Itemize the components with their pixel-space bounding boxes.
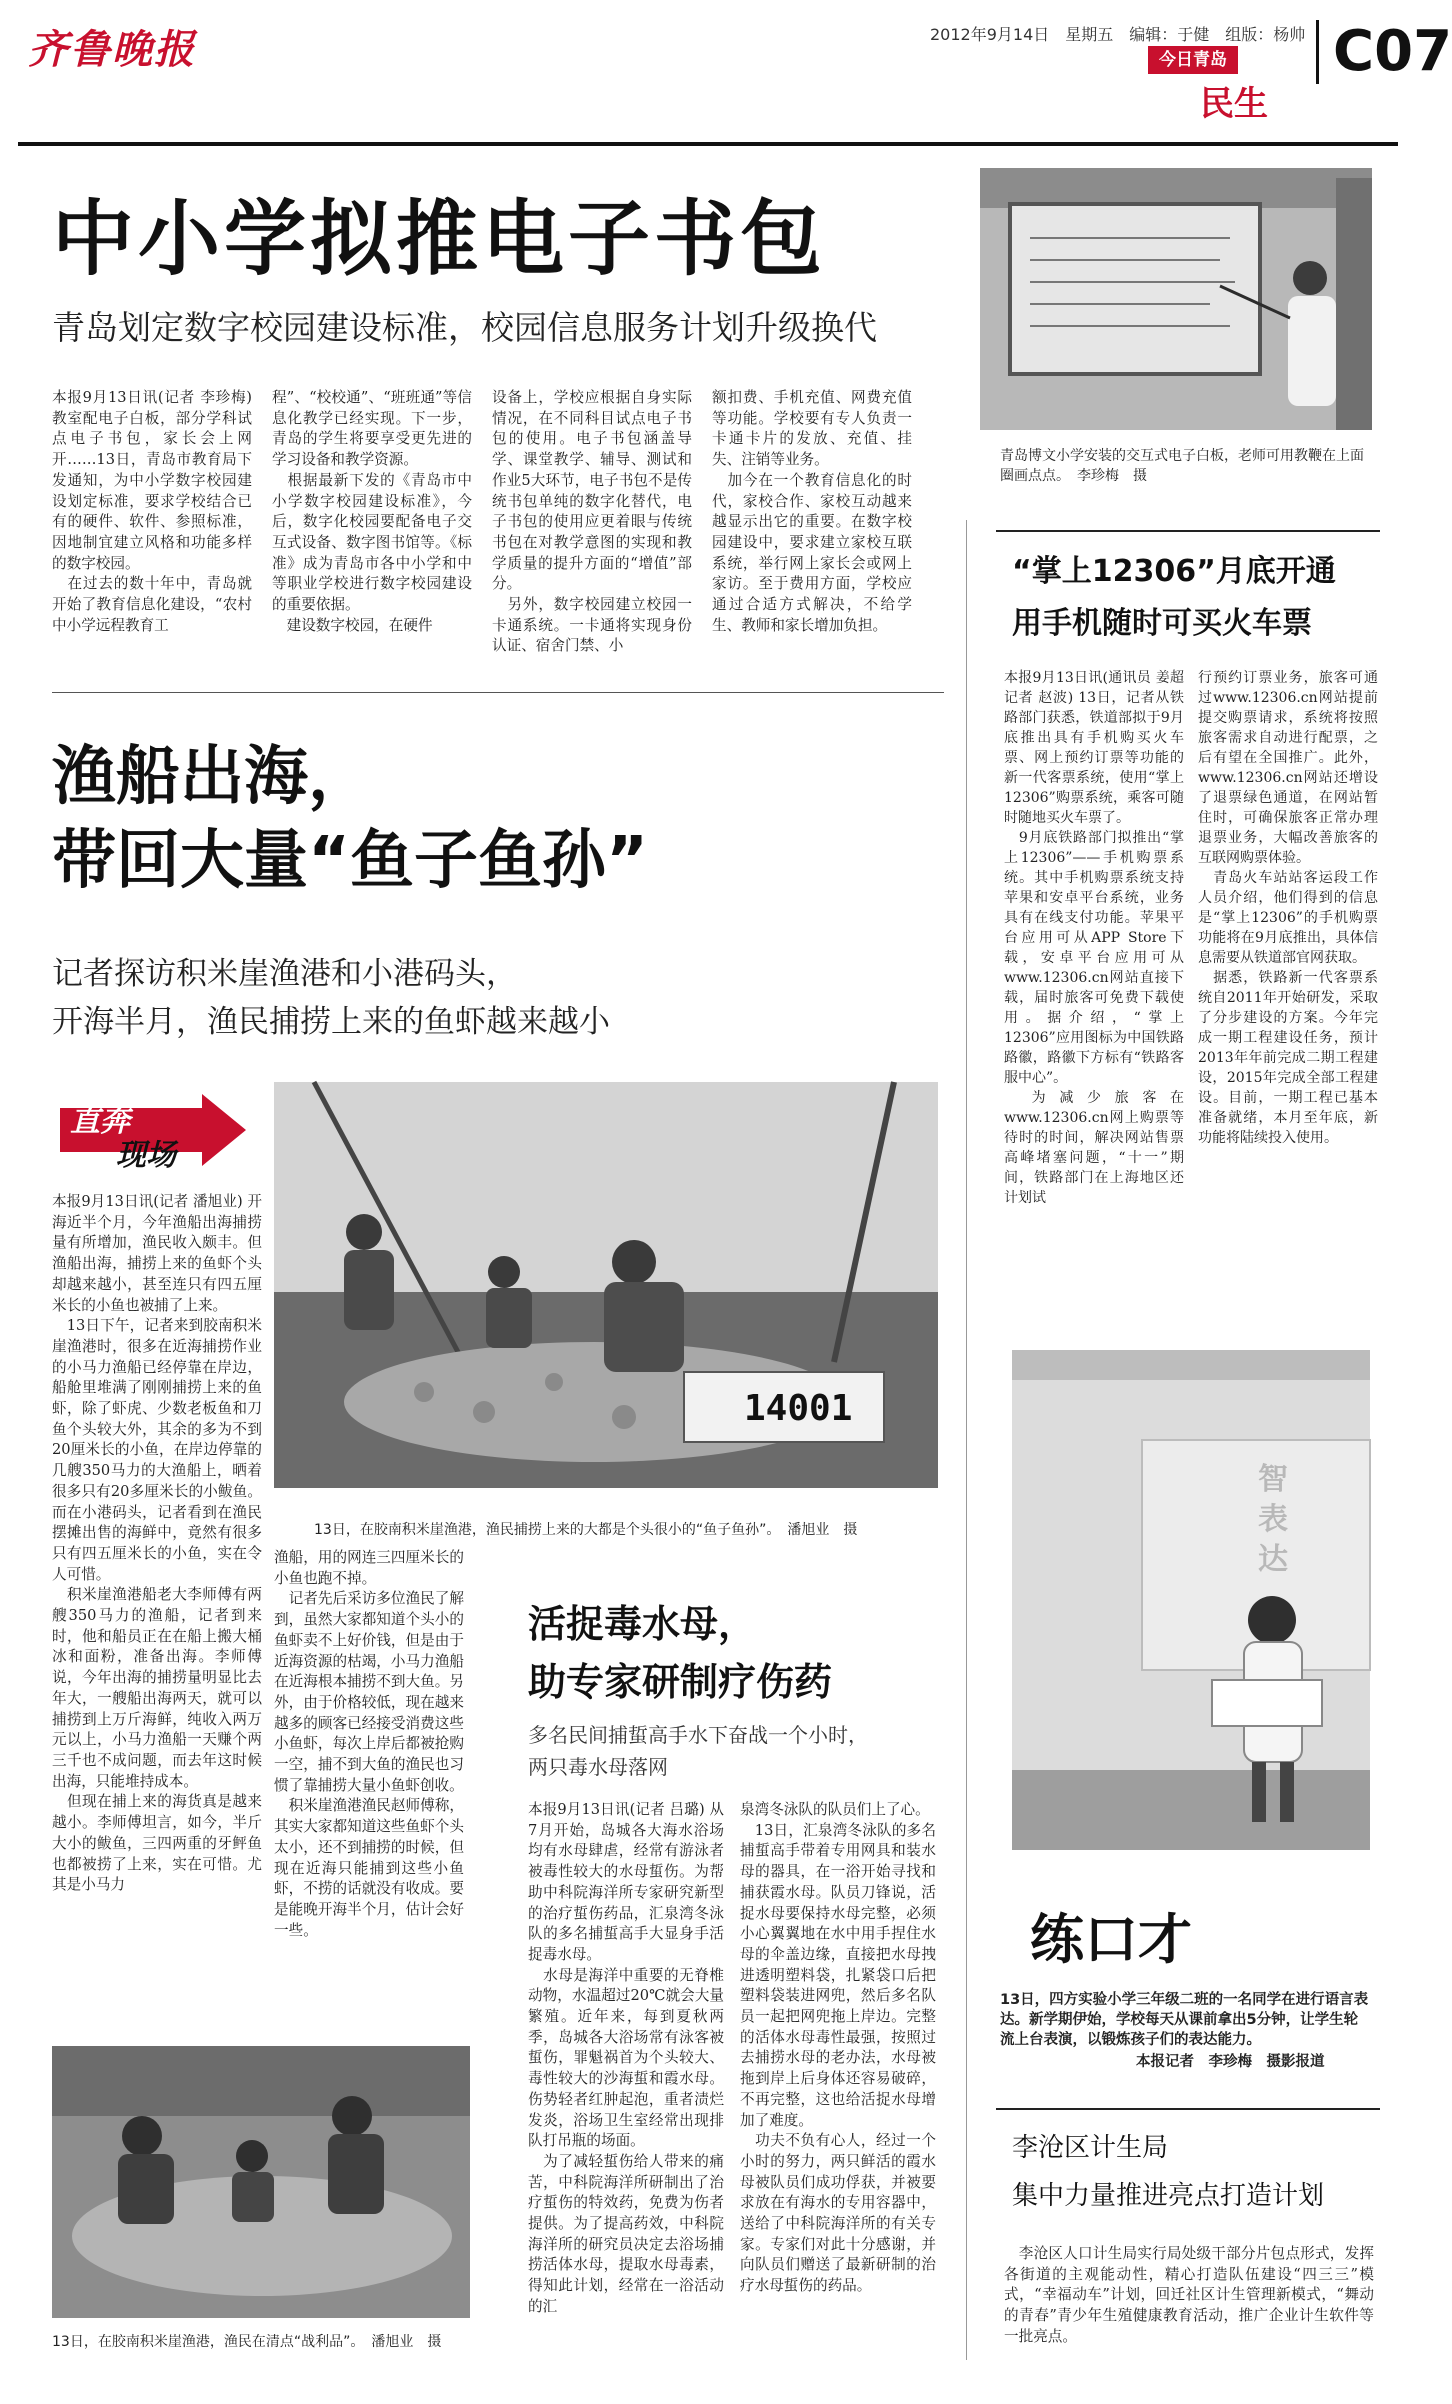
story2-headline-1: 渔船出海， (52, 740, 372, 814)
story2-col-2: 渔船，用的网连三四厘米长的小鱼也跑不掉。 记者先后采访多位渔民了解到，虽然大家都知道个头小的鱼虾卖不上好价钱，但是由于近海资源的枯竭，小马力渔船在近海根本捕捞不到大鱼。另外，由于价格较低，现在越来越多的顾客已经接受消费这些小鱼虾，每次上岸后都被抢购一空，捕不到大鱼的渔民也习惯了靠捕捞大量小鱼虾创收。 积米崖渔港渔民赵师傅称，其实大家都知道这些鱼虾个头太小，还不到捕捞的时候，但现在近海只能捕到这些小鱼虾，不捞的话就没有收成。要是能晚开海半个月，估计会好一些。 (274, 1549, 464, 1939)
page-number: C07 (1316, 20, 1452, 84)
story3-col-2: 泉湾冬泳队的队员们上了心。 13日，汇泉湾冬泳队的多名捕蜇高手带着专用网具和装水母的器具，在一浴开始寻找和捕获霞水母。队员刀锋说，活捉水母要保持水母完整，必须小心翼翼地在水中用手捏住水母的伞盖边缘，直接把水母拽进透明塑料袋，扎紧袋口后把塑料袋装进网兜，然后多名队员一起把网兜拖上岸边。完整的活体水母毒性最强，按照过去捕捞水母的老办法，水母被拖到岸上后身体还容易破碎，不再完整，这也给活捉水母增加了难度。 功夫不负有心人，经过一个小时的努力，两只鲜活的霞水母被队员们成功俘获，并被要求放在有海水的专用容器中，送给了中科院海洋所的有关专家。专家们对此十分感谢，并向队员们赠送了最新研制的治疗水母蜇伤的药品。 (740, 1801, 936, 2295)
speech-photo (1012, 1350, 1370, 1850)
fishing-photo-2-art (52, 2046, 470, 2318)
story6-body: 李沧区人口计生局实行局处级干部分片包点形式，发挥各街道的主观能动性，精心打造队伍建设“四三三”模式，“幸福动车”计划，回迁社区计生管理新模式，“舞动的青春”青少年生殖健康教育活动，推广企业计生软件等一批亮点。 (1004, 2245, 1374, 2345)
section-label: 今日青岛 (1148, 46, 1238, 74)
story2-col-1: 本报9月13日讯(记者 潘旭业) 开海近半个月，今年渔船出海捕捞量有所增加，渔民收入颇丰。但渔船出海，捕捞上来的鱼虾个头却越来越小，甚至连只有四五厘米长的小鱼也被捕了上来。 13日下午，记者来到胶南积米崖渔港时，很多在近海捕捞作业的小马力渔船已经停靠在岸边，船舱里堆满了刚刚捕捞上来的鱼虾，除了虾虎、少数老板鱼和刀鱼个头较大外，其余的多为不到20厘米长的小鱼，在岸边停靠的几艘350马力的大渔船上，晒着很多只有20多厘米长的小鲅鱼。而在小港码头，记者看到在渔民摆摊出售的海鲜中，竟然有很多只有四五厘米长的小鱼，实在令人可惜。 积米崖渔港船老大李师傅有两艘350马力的渔船，记者到来时，他和船员正在在船上搬大桶冰和面粉，准备出海。李师傅说，今年出海的捕捞量明显比去年大，一艘船出海两天，就可以捕捞到上万斤海鲜，纯收入两万元以上，小马力渔船一天赚个两三千也不成问题，而去年这时候出海，只能堆持成本。 但现在捕上来的海货真是越来越小。李师傅坦言，如今，半斤大小的鲅鱼，三四两重的牙鲆鱼也都被捞了上来，实在可惜。尤其是小马力 (52, 1193, 262, 1894)
scene-badge-text-2: 现场 (116, 1138, 176, 1173)
story4-col-1: 本报9月13日讯(通讯员 姜超 记者 赵波) 13日，记者从铁路部门获悉，铁道部拟于9月底推出具有手机购买火车票、网上预约订票等功能的新一代客票系统，使用“掌上12306”购票系统，乘客可随时随地买火车票了。 9月底铁路部门拟推出“掌上12306”——手机购票系统。其中手机购票系统支持苹果和安卓平台系统，业务具有在线支付功能。苹果平台应用可从APP Store下载，安卓平台应用可从www.12306.cn网站直接下载，届时旅客可免费下载使用。据介绍，“掌上12306”应用图标为中国铁路路徽，路徽下方标有“铁路客服中心”。 为减少旅客在www.12306.cn网上购票等待时的时间，解决网站售票高峰堵塞问题，“十一”期间，铁路部门在上海地区还计划试 (1004, 670, 1184, 1206)
story1-col-4: 额扣费、手机充值、网费充值等功能。学校要有专人负责一卡通卡片的发放、充值、挂失、注销等业务。 加今在一个教育信息化的时代，家校合作、家校互动越来越显示出它的重要。在数字校园建设中，要求建立家校互联系统，举行网上家长会或网上家访。至于费用方面，学校应通过合适方式解决，不给学生、教师和家长增加负担。 (712, 389, 912, 634)
story3-subhead-2: 两只毒水母落网 (528, 1755, 668, 1779)
fishing-photo-2 (52, 2046, 470, 2318)
date-info: 2012年9月14日 星期五 编辑：于健 组版：杨帅 (930, 25, 1306, 44)
newspaper-logo: 齐鲁晚报 (28, 26, 196, 73)
story3-headline-1: 活捉毒水母， (528, 1602, 757, 1646)
story3-col-1: 本报9月13日讯(记者 吕璐) 从7月开始，岛城各大海水浴场均有水母肆虐，经常有游泳者被毒性较大的水母蜇伤。为帮助中科院海洋所专家研究新型的治疗蜇伤药品，汇泉湾冬泳队的多名捕蜇高手大显身手活捉毒水母。 水母是海洋中重要的无脊椎动物，水温超过20℃就会大量繁殖。近年来，每到夏秋两季，岛城各大浴场常有泳客被蜇伤，罪魁祸首为个头较大、毒性较大的沙海蜇和霞水母。伤势轻者红肿起泡，重者渍烂发炎，浴场卫生室经常出现排队打吊瓶的场面。 为了减轻蜇伤给人带来的痛苦，中科院海洋所研制出了治疗蜇伤的特效药，免费为伤者提供。为了提高药效，中科院海洋所的研究员决定去浴场捕捞活体水母，提取水母毒素，得知此计划，经常在一浴活动的汇 (528, 1801, 724, 2315)
story6-headline-1: 李沧区计生局 (1012, 2133, 1169, 2163)
story4-headline-1: “掌上12306”月底开通 (1012, 554, 1336, 589)
classroom-photo (980, 168, 1372, 430)
classroom-photo-art (980, 168, 1372, 430)
top-rule (18, 142, 1398, 146)
story2-headline-2: 带回大量“鱼子鱼孙” (52, 824, 649, 898)
story1-subhead: 青岛划定数字校园建设标准，校园信息服务计划升级换代 (52, 308, 877, 347)
speech-photo-art (1012, 1350, 1370, 1850)
fishing-photo-1-caption: 13日，在胶南积米崖渔港，渔民捕捞上来的大都是个头很小的“鱼子鱼孙”。 潘旭业 摄 (314, 1522, 858, 1538)
story6-top-rule (996, 2108, 1380, 2110)
story1-col-1: 本报9月13日讯(记者 李珍梅) 教室配电子白板，部分学科试点电子书包，家长会上网开……13日，青岛市教育局下发通知，为中小学数字校园建设划定标准，要求学校结合已有的硬件、软件、参照标准，因地制宜建立风格和功能多样的数字校园。 在过去的数十年中，青岛就开始了教育信息化建设，“农村中小学远程教育工 (52, 389, 252, 634)
story5-byline: 本报记者 李珍梅 摄影报道 (1136, 2054, 1325, 2070)
story1-divider (52, 692, 944, 693)
story2-subhead-1: 记者探访积米崖渔港和小港码头， (52, 956, 517, 992)
right-column-separator (966, 520, 967, 2360)
story1-headline: 中小学拟推电子书包 (52, 192, 827, 287)
story1-col-2: 程”、“校校通”、“班班通”等信息化教学已经实现。下一步，青岛的学生将要享受更先进的学习设备和教学资源。 根据最新下发的《青岛市中小学数字校园建设标准》，今后，数字化校园要配备电子交互式设备、数字图书馆等。《标准》成为青岛市各中小学和中等职业学校进行数字校园建设的重要依据。 建设数字校园，在硬件 (272, 389, 472, 634)
story1-col-3: 设备上，学校应根据自身实际情况，在不同科目试点电子书包的使用。电子书包涵盖导学、课堂教学、辅导、测试和作业5大环节，电子书包不是传统书包单纯的数字化替代，电子书包的使用应更着眼与传统书包在对教学意图的实现和教学质量的提升方面的“增值”部分。 另外，数字校园建立校园一卡通系统。一卡通将实现身份认证、宿舍门禁、小 (492, 389, 692, 655)
story2-subhead-2: 开海半月，渔民捕捞上来的鱼虾越来越小 (52, 1004, 610, 1040)
speech-board-text: 智表达 (1258, 1462, 1288, 1577)
subsection-label: 民生 (1200, 84, 1268, 124)
story3-headline-2: 助专家研制疗伤药 (528, 1660, 833, 1704)
story3-subhead-1: 多名民间捕蜇高手水下奋战一个小时， (528, 1723, 868, 1747)
story4-col-2: 行预约订票业务，旅客可通过www.12306.cn网站提前提交购票请求，系统将按照旅客需求自动进行配票，之后有望在全国推广。此外，www.12306.cn网站还增设了退票绿色通道，在网站暂住时，可确保旅客正常办理退票业务，大幅改善旅客的互联网购票体验。 青岛火车站站客运段工作人员介绍，他们得到的信息是“掌上12306”的手机购票功能将在9月底推出，具体信息需要从铁道部官网获取。 据悉，铁路新一代客票系统自2011年开始研发，采取了分步建设的方案。今年完成一期工程建设任务，预计2013年年前完成二期工程建设，2015年完成全部工程建设。目前，一期工程已基本准备就绪，本月至年底，新功能将陆续投入使用。 (1198, 670, 1378, 1146)
fishing-photo-2-caption: 13日，在胶南积米崖渔港，渔民在清点“战利品”。 潘旭业 摄 (52, 2334, 442, 2350)
story5-headline: 练口才 (1030, 1908, 1192, 1971)
story4-top-rule (996, 530, 1380, 532)
fishing-photo-1 (274, 1082, 938, 1488)
story4-headline-2: 用手机随时可买火车票 (1012, 606, 1312, 641)
fish-crate-number: 14001 (744, 1388, 853, 1429)
story5-caption: 13日，四方实验小学三年级二班的一名同学在进行语言表达。新学期伊始，学校每天从课前拿出5分钟，让学生轮流上台表演，以锻炼孩子们的表达能力。 (1000, 1992, 1369, 2048)
classroom-photo-caption: 青岛博文小学安装的交互式电子白板，老师可用教鞭在上面圈画点点。 李珍梅 摄 (1000, 448, 1364, 484)
scene-badge-text-1: 直奔 (70, 1104, 130, 1139)
scene-badge (52, 1090, 248, 1172)
story6-headline-2: 集中力量推进亮点打造计划 (1012, 2181, 1325, 2211)
